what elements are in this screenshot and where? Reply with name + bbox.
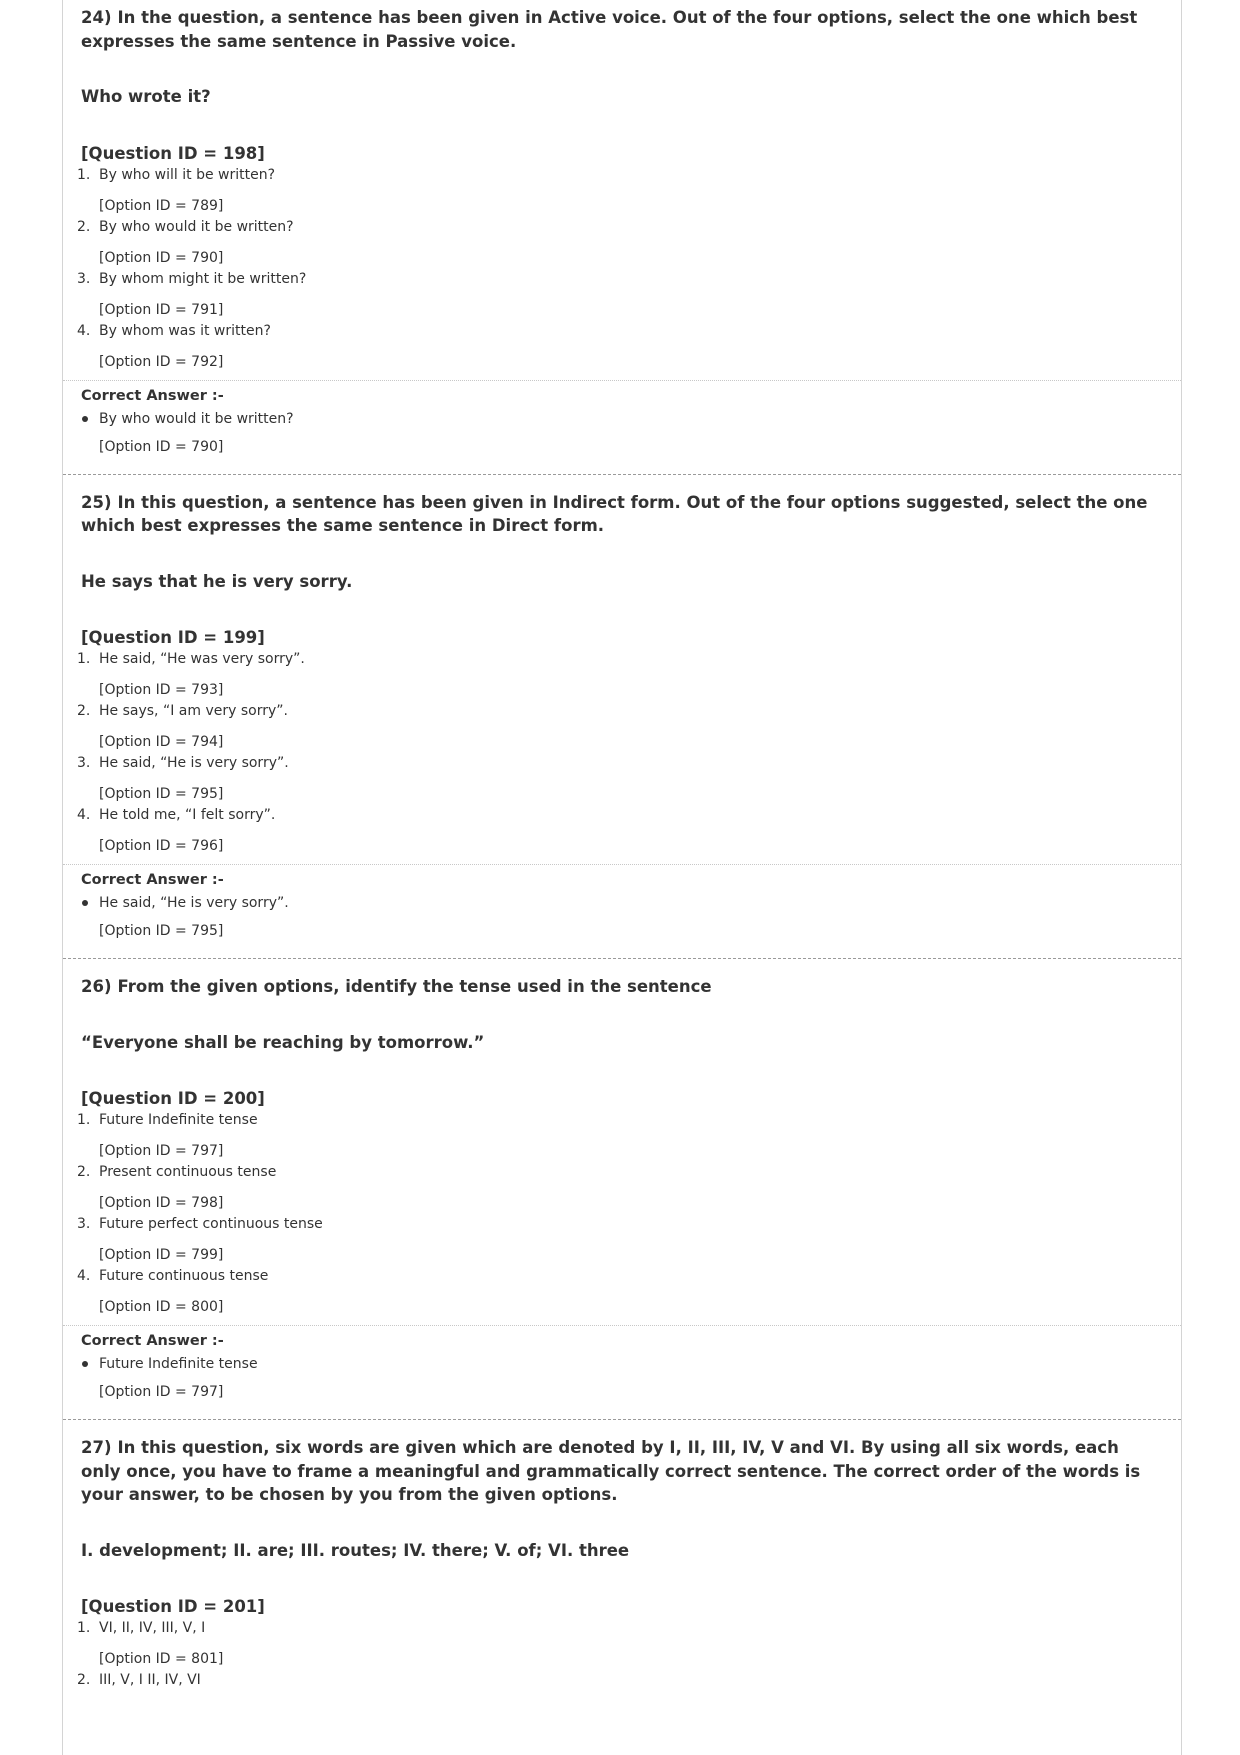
question-id: [Question ID = 200] [81,1089,265,1108]
question-sentence: Who wrote it? [81,87,211,106]
question-id: [Question ID = 199] [81,628,265,647]
option-item [77,217,1163,269]
option-text: Future perfect continuous tense [99,1216,323,1232]
option-number: 2. [77,218,91,235]
option-id: [Option ID = 798] [99,1195,224,1211]
option-text: He told me, “I felt sorry”. [99,807,276,823]
option-text: By whom might it be written? [99,270,307,287]
correct-answer-id: [Option ID = 795] [99,923,224,939]
correct-answer-label: Correct Answer :- [81,872,224,888]
option-id: [Option ID = 792] [99,353,224,370]
option-id: [Option ID = 791] [99,301,224,318]
option-item [77,1162,1163,1214]
option-text: By who would it be written? [99,218,294,235]
option-id: [Option ID = 797] [99,1143,224,1159]
option-id: [Option ID = 795] [99,786,224,802]
question-25 [63,475,1181,959]
correct-answer-label: Correct Answer :- [81,387,224,404]
correct-answer [63,864,1181,958]
option-item [77,805,1163,864]
option-text: III, V, I II, IV, VI [99,1672,201,1688]
options-list [77,649,1163,864]
option-id: [Option ID = 796] [99,838,224,854]
option-item [77,1110,1163,1162]
option-item [77,1266,1163,1325]
correct-answer-id: [Option ID = 790] [99,438,224,455]
option-number: 2. [77,703,91,719]
option-text: He said, “He was very sorry”. [99,651,305,667]
bullet-icon [82,900,88,906]
correct-answer-label: Correct Answer :- [81,1333,224,1349]
bullet-icon [82,1361,88,1367]
option-number: 2. [77,1164,91,1180]
correct-answer-line [81,409,1163,429]
question-text: 24) In the question, a sentence has been given in Active voice. Out of the four options, select the one which best expresses the same sentence in Passive voice. [81,8,1138,51]
option-text: VI, II, IV, III, V, I [99,1620,206,1636]
question-text: 26) From the given options, identify the tense used in the sentence [81,977,712,996]
option-item [77,701,1163,753]
options-list [77,1110,1163,1325]
option-item [77,1670,1163,1722]
correct-answer [63,1325,1181,1419]
question-text: 27) In this question, six words are given which are denoted by I, II, III, IV, V and VI. By using all six words, each only once, you have to frame a meaningful and grammatically correct sentence. The correct order of the words is your answer, to be chosen by you from the given options. [81,1438,1141,1504]
option-item [77,1214,1163,1266]
question-sentence: I. development; II. are; III. routes; IV. there; V. of; VI. three [81,1540,630,1560]
option-number: 4. [77,1268,91,1284]
correct-answer-line [81,893,1163,913]
question-sentence: He says that he is very sorry. [81,571,353,591]
option-number: 3. [77,755,91,771]
question-27 [63,1420,1181,1722]
option-text: By who will it be written? [99,166,276,183]
correct-answer-text: By who would it be written? [99,410,294,427]
question-26 [63,959,1181,1419]
option-text: He says, “I am very sorry”. [99,703,288,719]
option-number: 3. [77,1216,91,1232]
correct-answer [63,380,1181,474]
exam-page [62,0,1182,1755]
option-id: [Option ID = 794] [99,734,224,750]
option-number: 1. [77,651,91,667]
question-id: [Question ID = 198] [81,143,265,163]
option-text: He said, “He is very sorry”. [99,755,289,771]
option-text: Future Indefinite tense [99,1112,258,1128]
option-id: [Option ID = 789] [99,197,224,214]
correct-answer-text: Future Indefinite tense [99,1356,258,1372]
options-list [77,165,1163,380]
correct-answer-text: He said, “He is very sorry”. [99,895,289,911]
option-id: [Option ID = 800] [99,1299,224,1315]
question-id: [Question ID = 201] [81,1597,265,1616]
option-item [77,165,1163,217]
options-list [77,1618,1163,1722]
option-item [77,269,1163,321]
option-item [77,1618,1163,1670]
option-item [77,753,1163,805]
option-id: [Option ID = 799] [99,1247,224,1263]
option-text: Future continuous tense [99,1268,269,1284]
option-text: Present continuous tense [99,1164,277,1180]
option-number: 4. [77,322,91,339]
option-text: By whom was it written? [99,322,271,339]
option-number: 3. [77,270,91,287]
question-text: 25) In this question, a sentence has been given in Indirect form. Out of the four options suggested, select the one which best expresses the same sentence in Direct form. [81,492,1148,535]
option-item [77,321,1163,380]
option-number: 1. [77,1620,91,1636]
option-number: 4. [77,807,91,823]
correct-answer-line [81,1354,1163,1374]
bullet-icon [82,416,88,422]
option-number: 2. [77,1672,91,1688]
question-24 [63,0,1181,474]
option-id: [Option ID = 801] [99,1651,224,1667]
option-item [77,649,1163,701]
question-sentence: “Everyone shall be reaching by tomorrow.” [81,1032,485,1052]
option-id: [Option ID = 793] [99,682,224,698]
option-number: 1. [77,1112,91,1128]
correct-answer-id: [Option ID = 797] [99,1384,224,1400]
option-number: 1. [77,166,91,183]
option-id: [Option ID = 790] [99,249,224,266]
